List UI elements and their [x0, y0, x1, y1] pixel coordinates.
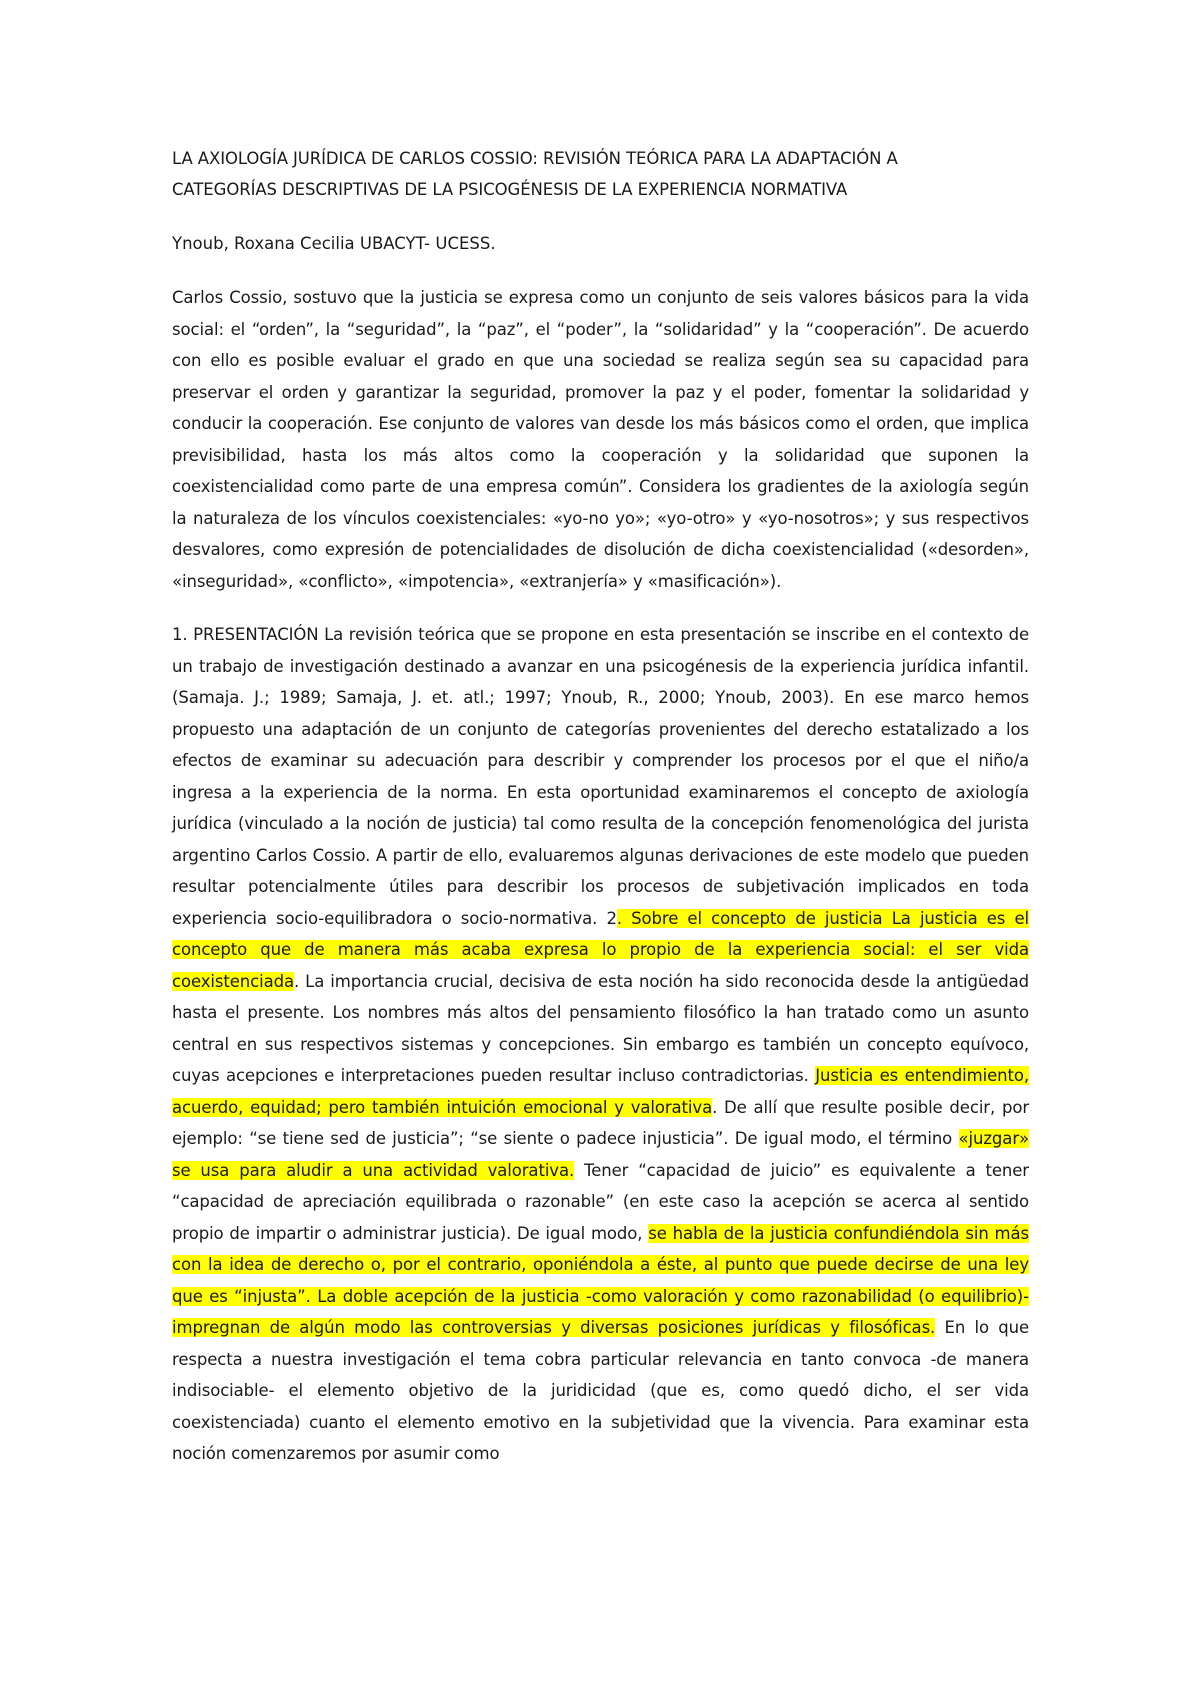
- authors-line: Ynoub, Roxana Cecilia UBACYT- UCESS.: [172, 234, 496, 253]
- body-paragraph: [172, 619, 1029, 1470]
- body-text: 1. PRESENTACIÓN La revisión teórica que se propone en esta presentación se inscribe en el contexto de un trabajo de investigación destinado a avanzar en una psicogénesis de la experiencia jurídica infantil. (Samaja. J.; 1989; Samaja, J. et. atl.; 1997; Ynoub, R., 2000; Ynoub, 2003). En ese marco hemos propuesto una adaptación de un conjunto de categorías provenientes del derecho estatalizado a los efectos de examinar su adecuación para describir y comprender los procesos por el que el niño/a ingresa a la experiencia de la norma. En esta oportunidad examinaremos el concepto de axiología jurídica (vinculado a la noción de justicia) tal como resulta de la concepción fenomenológica del jurista argentino Carlos Cossio. A partir de ello, evaluaremos algunas derivaciones de este modelo que pueden resultar potencialmente útiles para describir los procesos de subjetivación implicados en toda experiencia socio-equilibradora o socio-normativa. 2: [172, 625, 1029, 928]
- body-text: . La importancia crucial, decisiva de esta noción ha sido reconocida desde la antigüedad hasta el presente. Los nombres más altos del pensamiento filosófico la han tratado como un asunto central en sus respectivos sistemas y concepciones. Sin embargo es también un concepto equívoco, cuyas acepciones e interpretaciones pueden resultar incluso contradictorias.: [172, 971, 1029, 1085]
- title-line-2: CATEGORÍAS DESCRIPTIVAS DE LA PSICOGÉNESIS DE LA EXPERIENCIA NORMATIVA: [172, 180, 848, 199]
- document-title: [172, 143, 1029, 205]
- title-line-1: LA AXIOLOGÍA JURÍDICA DE CARLOS COSSIO: REVISIÓN TEÓRICA PARA LA ADAPTACIÓN A: [172, 149, 898, 168]
- document-content: [172, 143, 1029, 1492]
- highlighted-text: se habla de la justicia confundiéndola sin más con la idea de derecho o, por el contrario, oponiéndola a éste, al punto que puede decirse de una ley que es “injusta”. La doble acepción de la justicia -como valoración y como razonabilidad (o equilibrio)- impregnan de algún modo las controversias y diversas posiciones jurídicas y filosóficas.: [172, 1223, 1030, 1337]
- highlighted-text: . Sobre el concepto de justicia La justicia es el concepto que de manera más acaba expresa lo propio de la experiencia social: el ser vida coexistenciada: [172, 908, 1029, 991]
- abstract-paragraph: Carlos Cossio, sostuvo que la justicia se expresa como un conjunto de seis valores básicos para la vida social: el “orden”, la “seguridad”, la “paz”, el “poder”, la “solidaridad” y la “cooperación”. De acuerdo con ello es posible evaluar el grado en que una sociedad se realiza según sea su capacidad para preservar el orden y garantizar la seguridad, promover la paz y el poder, fomentar la solidaridad y conducir la cooperación. Ese conjunto de valores van desde los más básicos como el orden, que implica previsibilidad, hasta los más altos como la cooperación y la solidaridad que suponen la coexistencialidad como parte de una empresa común”. Considera los gradientes de la axiología según la naturaleza de los vínculos coexistenciales: «yo-no yo»; «yo-otro» y «yo-nosotros»; y sus respectivos desvalores, como expresión de potencialidades de disolución de dicha coexistencialidad («desorden», «inseguridad», «conflicto», «impotencia», «extranjería» y «masificación»).: [172, 288, 1029, 591]
- body-text: Tener “capacidad de juicio” es equivalente a tener “capacidad de apreciación equilibrada o razonable” (en este caso la acepción se acerca al sentido propio de impartir o administrar justicia). De igual modo,: [172, 1160, 1029, 1243]
- highlighted-text: Justicia es entendimiento, acuerdo, equidad; pero también intuición emocional y valorativa: [172, 1066, 1030, 1117]
- body-text: . De allí que resulte posible decir, por ejemplo: “se tiene sed de justicia”; “se siente o padece injusticia”. De igual modo, el término: [172, 1097, 1030, 1148]
- highlighted-text: «juzgar» se usa para aludir a una actividad valorativa.: [172, 1129, 1029, 1180]
- body-text: En lo que respecta a nuestra investigación el tema cobra particular relevancia en tanto convoca -de manera indisociable- el elemento objetivo de la juridicidad (que es, como quedó dicho, el ser vida coexistenciada) cuanto el elemento emotivo en la subjetividad que la vivencia. Para examinar esta noción comenzaremos por asumir como: [172, 1318, 1029, 1463]
